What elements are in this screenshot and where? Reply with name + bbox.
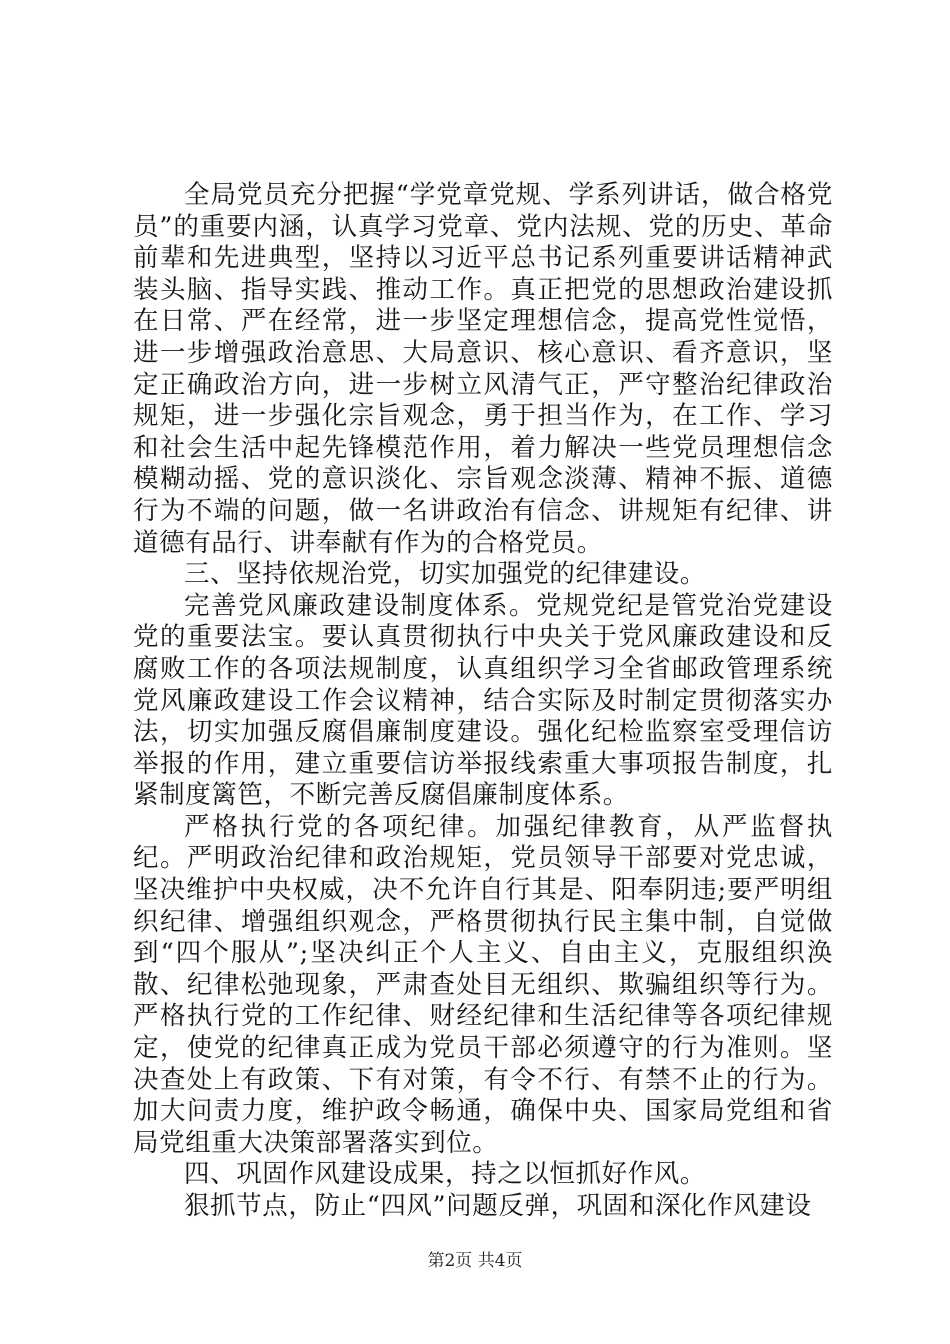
section-heading-four: 四、巩固作风建设成果，持之以恒抓好作风。 <box>184 1159 707 1190</box>
page-footer: 第2页 共4页 <box>427 1251 523 1271</box>
paragraph-discipline: 严格执行党的各项纪律。加强纪律教育，从严监督执纪。严明政治纪律和政治规矩，党员领导干部要对党忠诚，坚决维护中央权威，决不允许自行其是、阳奉阴违;要严明组织纪律、增强组织观念，严格贯彻执行民主集中制，自觉做到“四个服从”;坚决纠正个人主义、自由主义，克服组织涣散、纪律松弛现象，严肃查处目无组织、欺骗组织等行为。严格执行党的工作纪律、财经纪律和生活纪律等各项纪律规定，使党的纪律真正成为党员干部必须遵守的行为准则。坚决查处上有政策、下有对策，有令不行、有禁不止的行为。加大问责力度，维护政令畅通，确保中央、国家局党组和省局党组重大决策部署落实到位。 <box>133 811 833 1158</box>
paragraph-work-style: 狠抓节点，防止“四风”问题反弹，巩固和深化作风建设 <box>184 1191 812 1221</box>
paragraph-anti-corruption-system: 完善党风廉政建设制度体系。党规党纪是管党治党建设党的重要法宝。要认真贯彻执行中央关于党风廉政建设和反腐败工作的各项法规制度，认真组织学习全省邮政管理系统党风廉政建设工作会议精神，结合实际及时制定贯彻落实办法，切实加强反腐倡廉制度建设。强化纪检监察室受理信访举报的作用，建立重要信访举报线索重大事项报告制度，扎紧制度篱笆，不断完善反腐倡廉制度体系。 <box>133 590 833 811</box>
document-body <box>133 180 833 1223</box>
paragraph-party-members: 全局党员充分把握“学党章党规、学系列讲话，做合格党员”的重要内涵，认真学习党章、党内法规、党的历史、革命前辈和先进典型，坚持以习近平总书记系列重要讲话精神武装头脑、指导实践、推动工作。真正把党的思想政治建设抓在日常、严在经常，进一步坚定理想信念，提高党性觉悟，进一步增强政治意思、大局意识、核心意识、看齐意识，坚定正确政治方向，进一步树立风清气正，严守整治纪律政治规矩，进一步强化宗旨观念，勇于担当作为，在工作、学习和社会生活中起先锋模范作用，着力解决一些党员理想信念模糊动摇、党的意识淡化、宗旨观念淡薄、精神不振、道德行为不端的问题，做一名讲政治有信念、讲规矩有纪律、讲道德有品行、讲奉献有作为的合格党员。 <box>133 180 833 558</box>
section-heading-three: 三、坚持依规治党，切实加强党的纪律建设。 <box>184 559 707 590</box>
